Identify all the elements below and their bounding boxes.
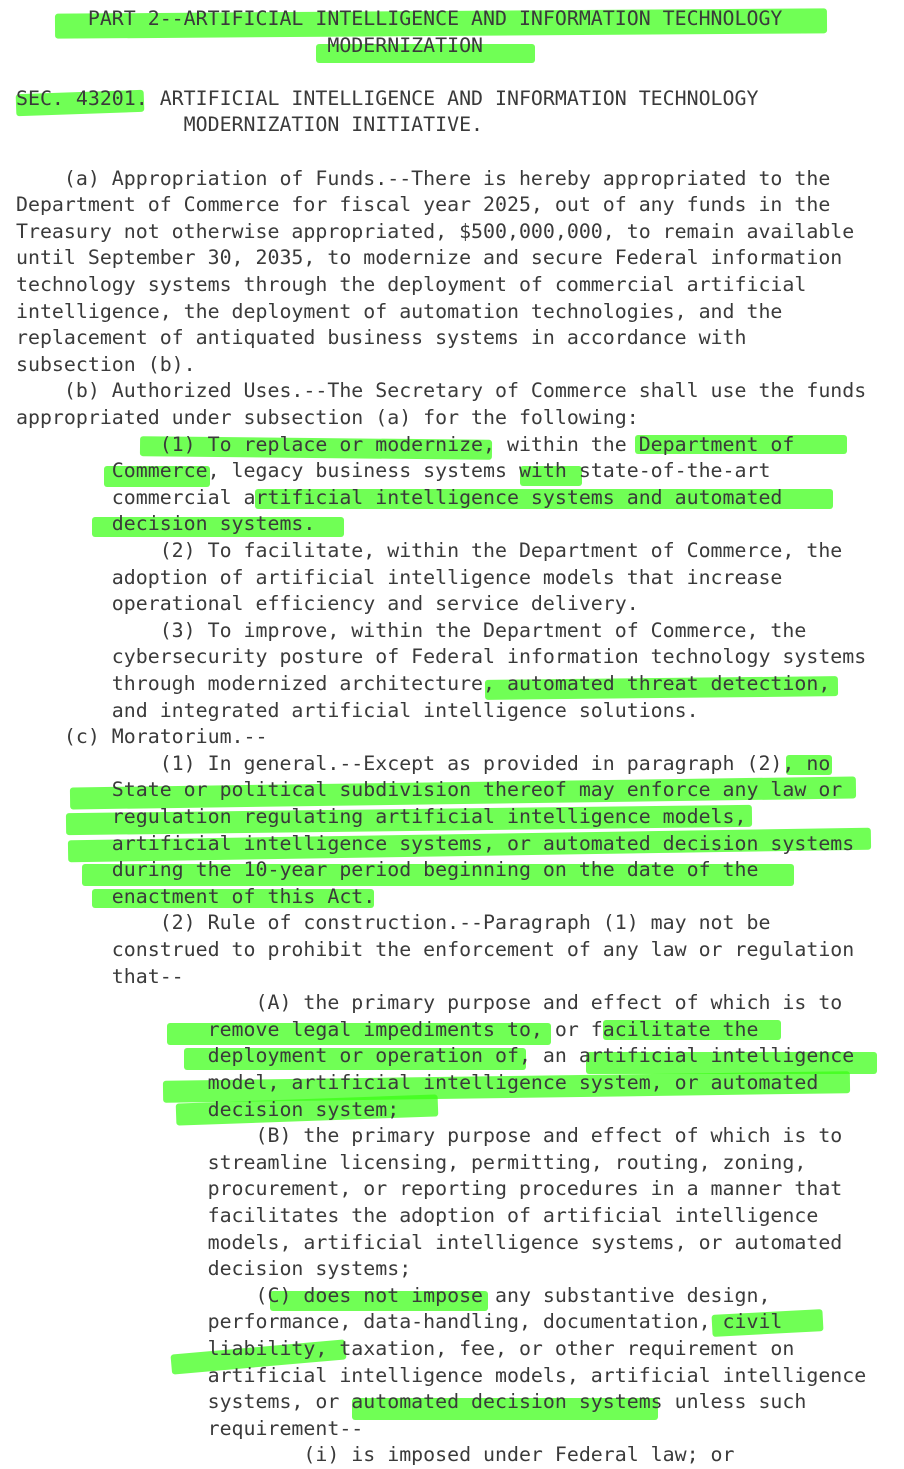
text-line: (C) does not impose any substantive design, — [16, 1283, 771, 1307]
text-line: until September 30, 2035, to modernize and secure Federal information — [16, 246, 843, 270]
section-heading-line-2: MODERNIZATION INITIATIVE. — [16, 113, 484, 137]
text-line: artificial intelligence systems, or automated decision systems — [16, 831, 855, 855]
text-line: (a) Appropriation of Funds.--There is hereby appropriated to the — [16, 166, 831, 190]
text-line: facilitates the adoption of artificial intelligence — [16, 1204, 819, 1227]
text-line: intelligence, the deployment of automation technologies, and the — [16, 299, 783, 323]
text-line: that-- — [16, 964, 184, 988]
text-line: deployment or operation of, an artificial intelligence — [16, 1044, 855, 1068]
text-line: (b) Authorized Uses.--The Secretary of Commerce shall use the funds — [16, 379, 867, 403]
text-line: (1) In general.--Except as provided in paragraph (2), no — [16, 751, 831, 775]
text-line: requirement-- — [16, 1416, 364, 1440]
text-line: (A) the primary purpose and effect of which is to — [16, 991, 843, 1015]
text-line: (2) Rule of construction.--Paragraph (1) may not be — [16, 911, 771, 935]
text-line: adoption of artificial intelligence models that increase — [16, 565, 783, 589]
text-line: artificial intelligence models, artificial intelligence — [16, 1363, 867, 1387]
text-line: regulation regulating artificial intelligence models, — [16, 805, 747, 828]
text-line: replacement of antiquated business systems in accordance with — [16, 326, 747, 350]
text-line: decision system; — [16, 1097, 400, 1121]
text-line: (i) is imposed under Federal law; or — [16, 1443, 735, 1467]
bill-text-page — [0, 6, 904, 1467]
text-line: operational efficiency and service delivery. — [16, 592, 639, 616]
text-line: model, artificial intelligence system, or automated — [16, 1071, 819, 1094]
text-line: Commerce, legacy business systems with state-of-the-art — [16, 459, 771, 483]
text-line: during the 10-year period beginning on the date of the — [16, 858, 759, 882]
text-line: subsection (b). — [16, 352, 196, 376]
text-line: and integrated artificial intelligence solutions. — [16, 698, 699, 722]
text-line: performance, data-handling, documentation, civil — [16, 1310, 783, 1334]
part-heading-line-2: MODERNIZATION — [16, 33, 484, 57]
text-line: Department of Commerce for fiscal year 2025, out of any funds in the — [16, 193, 831, 217]
text-line: systems, or automated decision systems unless such — [16, 1390, 807, 1414]
text-line: technology systems through the deployment of commercial artificial — [16, 273, 807, 296]
text-line: models, artificial intelligence systems, or automated — [16, 1230, 843, 1254]
text-line: appropriated under subsection (a) for the following: — [16, 406, 639, 429]
text-line: (c) Moratorium.-- — [16, 725, 268, 749]
text-line: decision systems; — [16, 1257, 412, 1281]
text-line: State or political subdivision thereof may enforce any law or — [16, 778, 843, 802]
text-line: streamline licensing, permitting, routing, zoning, — [16, 1150, 807, 1174]
text-line: remove legal impediments to, or facilitate the — [16, 1017, 759, 1041]
text-line: (3) To improve, within the Department of Commerce, the — [16, 618, 807, 642]
text-line: (1) To replace or modernize, within the Department of — [16, 432, 795, 456]
section-heading-line-1: SEC. 43201. ARTIFICIAL INTELLIGENCE AND INFORMATION TECHNOLOGY — [16, 86, 759, 110]
text-line: (B) the primary purpose and effect of which is to — [16, 1124, 843, 1148]
text-line: Treasury not otherwise appropriated, $500,000,000, to remain available — [16, 219, 855, 243]
text-line: through modernized architecture, automated threat detection, — [16, 672, 831, 695]
part-heading-line-1: PART 2--ARTIFICIAL INTELLIGENCE AND INFORMATION TECHNOLOGY — [16, 7, 783, 30]
text-line: enactment of this Act. — [16, 884, 376, 908]
text-line: liability, taxation, fee, or other requirement on — [16, 1337, 795, 1360]
text-line: cybersecurity posture of Federal information technology systems — [16, 645, 867, 669]
text-line: procurement, or reporting procedures in a manner that — [16, 1177, 843, 1201]
text-line: (2) To facilitate, within the Department of Commerce, the — [16, 539, 843, 562]
text-line: decision systems. — [16, 512, 316, 536]
text-line: construed to prohibit the enforcement of any law or regulation — [16, 938, 855, 961]
text-line: commercial artificial intelligence systems and automated — [16, 485, 783, 509]
